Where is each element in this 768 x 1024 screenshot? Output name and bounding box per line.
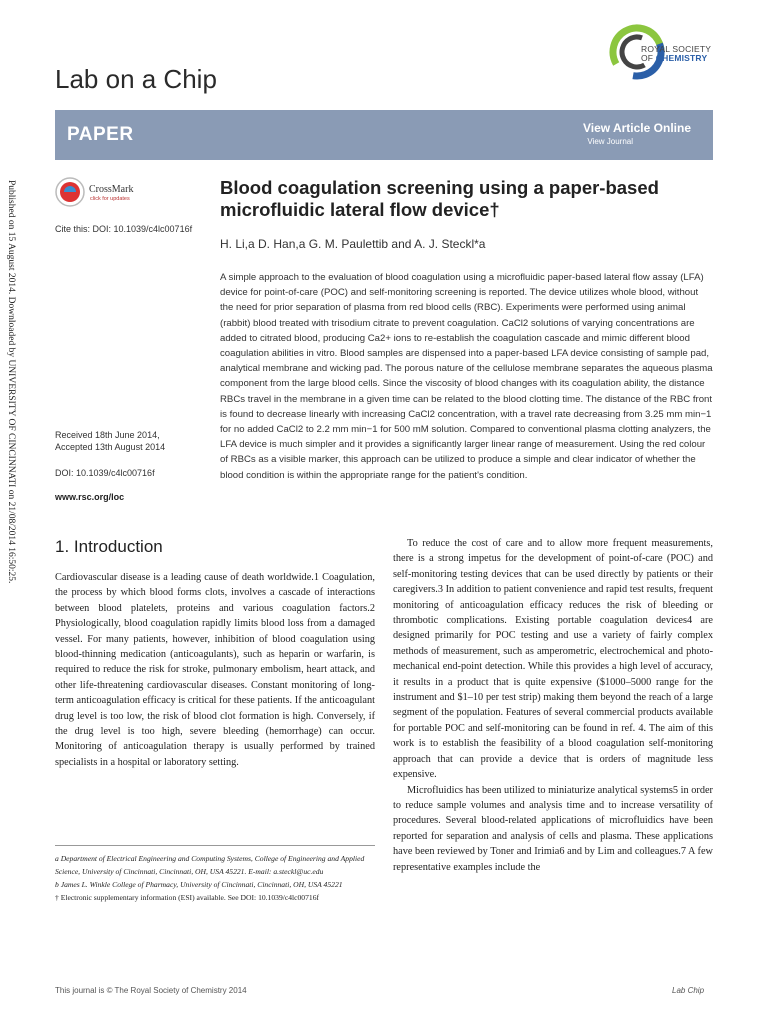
section-heading-introduction: 1. Introduction (55, 537, 163, 556)
crossmark-label[interactable]: CrossMark (89, 184, 134, 195)
cite-this: Cite this: DOI: 10.1039/c4lc00716f (55, 224, 193, 234)
copyright-footer: This journal is © The Royal Society of Chemistry 2014 (55, 986, 247, 995)
download-watermark (2, 180, 16, 650)
footnotes (55, 852, 375, 904)
footnote-affiliation-a: a Department of Electrical Engineering and Computing Systems, College of Engineering and Applied Science, University of Cincinnati, Cincinnati, OH, USA 45221. E-mail: a.steckl@uc.edu (55, 854, 365, 876)
article-type-banner (55, 110, 713, 160)
download-note-text: Published on 15 August 2014. Downloaded by UNIVERSITY OF CINCINNATI on 21/08/2014 16:50:25. (6, 180, 16, 584)
author-list: H. Li,a D. Han,a G. M. Paulettib and A. J. Steckl*a (220, 237, 486, 251)
crossmark-sublabel[interactable]: click for updates (90, 196, 130, 202)
publisher-name (641, 45, 711, 63)
publisher-line-1: ROYAL SOCIETY (641, 44, 712, 54)
crossmark-icon[interactable] (55, 177, 85, 207)
publisher-line-3: CHEMISTRY (655, 53, 708, 63)
journal-website-link[interactable]: www.rsc.org/loc (55, 492, 125, 502)
journal-abbrev-footer: Lab Chip (672, 986, 705, 995)
intro-paragraph-3: Microfluidics has been utilized to miniaturize analytical systems5 in order to reduce sample volumes and analysis time and to increase versatility of procedures. Several blood-related applications of microfluidics have been reported for separation and analysis of cells and plasma. These applications have been reviewed by Toner and Irimia6 and by Lim and colleagues.7 A few representative examples include the (393, 784, 713, 873)
received-accepted-dates (55, 430, 165, 453)
publisher-line-2: OF (641, 53, 654, 63)
abstract: A simple approach to the evaluation of blood coagulation using a microfluidic paper-based lateral flow assay (LFA) device for point-of-care (POC) and self-monitoring screening is reported. The device utilizes whole blood, without the need for prior separation of plasma from red blood cells (RBC). Experiments were performed using animal (rabbit) blood treated with trisodium citrate to prevent coagulation. CaCl2 solutions of varying concentrations are added to citrated blood, producing Ca2+ ions to re-establish the coagulation cascade and mimic different blood coagulation abilities in vitro. Blood samples are dispensed into a paper-based LFA device consisting of sample pad, analytical membrane and wicking pad. The porous nature of the cellulose membrane separates the aqueous plasma component from the large blood cells. Since the viscosity of blood changes with its coagulation ability, the distance RBCs travel in the membrane in a given time can be related to the blood clotting time. The distance of the RBC front is found to decrease linearly with increasing CaCl2 concentration, with a travel rate decreasing from 3.25 mm min−1 for no added CaCl2 to 2.2 mm min−1 for 500 mM solution. Compared to conventional plasma clotting analyzers, the LFA device is much simpler and it provides a significantly larger linear range of measurement. Using the red colour of RBCs as a visible marker, this approach can be utilized to produce a simple and clear indicator of whether the blood condition is within the appropriate range for the patient's condition. (220, 272, 713, 481)
received-date: Received 18th June 2014, (55, 430, 160, 440)
footnote-esi: † Electronic supplementary information (ESI) available. See DOI: 10.1039/c4lc00716f (55, 893, 320, 902)
article-type-label: PAPER (67, 124, 134, 145)
view-journal-link[interactable]: View Journal (587, 137, 633, 146)
view-article-online-link[interactable]: View Article Online (582, 121, 691, 135)
footnote-affiliation-b: b James L. Winkle College of Pharmacy, University of Cincinnati, Cincinnati, OH, USA 45221 (55, 880, 343, 889)
journal-title: Lab on a Chip (55, 64, 217, 94)
article-title: Blood coagulation screening using a paper-based microfluidic lateral flow device† (220, 177, 659, 220)
intro-left-column (55, 570, 375, 770)
footnote-divider (55, 845, 375, 846)
intro-paragraph-1: Cardiovascular disease is a leading cause of death worldwide.1 Coagulation, the process by which blood forms clots, involves a cascade of interactions between blood platelets, proteins and various coagulation factors.2 Physiologically, blood coagulation rapidly limits blood loss from a damaged vessel. For many patients, however, inhibition of blood coagulation using blood-thinning medication (anticoagulants), such as heparin or warfarin, is required to reduce the risk for stroke, pulmonary embolism, heart attack, and other life-threatening cardiovascular diseases. Constant monitoring of long-term anticoagulation efficacy is critical for these patients. If the anticoagulant drug level is too low, the risk of blood clot formation is high. Conversely, if the drug level is too high, severe bleeding (hemorrhage) can occur. Monitoring of anticoagulation therapy is usually performed by trained specialists in a hospital or laboratory setting. (55, 572, 375, 768)
accepted-date: Accepted 13th August 2014 (55, 441, 166, 452)
intro-paragraph-2: To reduce the cost of care and to allow more frequent measurements, there is a strong impetus for the development of point-of-care (POC) and self-monitoring testing devices that can be used directly by patients or their caregivers.3 In addition to patient convenience and rapid test results, frequent monitoring of anticoagulation efficacy reduces the risk of bleeding or thrombotic complications. Existing portable coagulation devices4 are designed primarily for POC testing and use a variety of fairly complex methods of measurement, such as amperometric, electrochemical and photo-mechanical end-point detection. While this provides a high level of accuracy, it results in a product that is quite expensive ($1000–5000 range for the instrument and $1–10 per test strip) making them beyond the reach of a large segment of the population. Features of several commercial products available for portable POC and self-monitoring can be found in ref. 4. The aim of this work is to establish the feasibility of a blood coagulation self-monitoring approach that can provide a device that is orders of magnitude less expensive. (393, 538, 713, 781)
doi[interactable]: DOI: 10.1039/c4lc00716f (55, 468, 155, 478)
intro-right-column (393, 536, 713, 875)
